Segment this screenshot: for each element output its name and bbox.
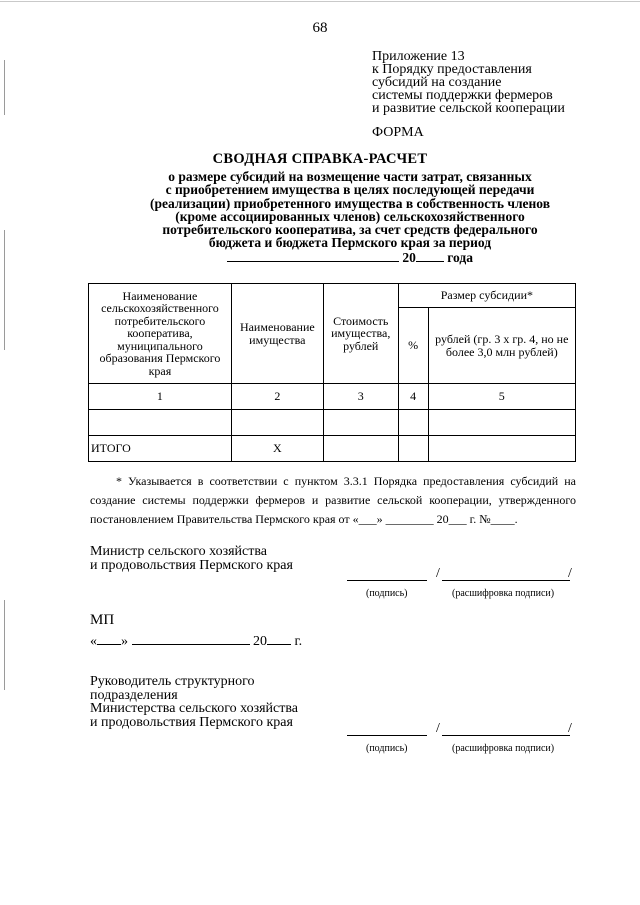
page-number: 68 [312,20,328,36]
scan-left-edge [4,600,5,690]
slash: / [568,566,572,581]
scan-left-edge [4,230,5,350]
appendix-line: системы поддержки фермеров [372,88,553,103]
table-cell: 5 [428,384,575,410]
year-prefix: 20 [402,249,416,265]
slash: / [568,721,572,736]
subtitle-line: с приобретением имущества в целях последующей передачи [165,182,535,198]
signatory-line: и продовольствия Пермского края [90,557,293,573]
slash: / [436,566,440,581]
table-cell: 3 [323,384,398,410]
table-cell: 1 [89,384,232,410]
header-percent: % [398,308,428,384]
table-header-row [89,284,576,308]
caption-signature: (подпись) [366,588,408,599]
header-subsidy-group: Размер субсидии* [398,284,575,308]
day-blank [97,633,121,645]
subtitle-line: бюджета и бюджета Пермского края за период [208,235,492,251]
subtitle-line: (реализации) приобретенного имущества в собственность членов [150,195,550,211]
document-subtitle [60,170,640,264]
period-blank [227,250,399,262]
decoding-line [442,580,570,581]
date-open-quote: « [90,634,97,649]
document-title: СВОДНАЯ СПРАВКА-РАСЧЕТ [212,151,428,167]
year-blank [416,250,444,262]
period-line [60,250,640,264]
footnote [90,472,576,529]
appendix-line: и развитие сельской кооперации [372,101,565,116]
date-year-prefix: 20 [253,634,267,649]
table-cell [428,410,575,436]
header-cooperative: Наименование сельскохозяйственного потребительского кооператива, муниципального образования Пермского края [89,284,232,384]
subtitle-line: о размере субсидий на возмещение части затрат, связанных [168,169,532,184]
table-cell [89,410,232,436]
table-cell [323,436,398,462]
table-cell [398,410,428,436]
table-cell: 4 [398,384,428,410]
caption-decoding: (расшифровка подписи) [452,743,555,754]
table-total-row [89,436,576,462]
appendix-line: Приложение 13 [372,49,465,64]
table-cell [398,436,428,462]
footnote-text: * Указывается в соответствии с пунктом 3.3.1 Порядка предоставления субсидий на создание системы поддержки фермеров и развитие сельской кооперации, утвержденного постановлением Правительства Пермского края от «___» ________ 20___ г. №____. [90,474,576,526]
appendix-line: к Порядку предоставления [372,62,532,77]
table-cell: Х [231,436,323,462]
subtitle-line: потребительского кооператива, за счет средств федерального [162,222,538,238]
subtitle-line: (кроме ассоциированных членов) сельскохозяйственного [175,208,525,224]
stamp-label: МП [90,612,115,628]
table-cell [231,410,323,436]
date-close-quote: » [121,634,128,649]
signatory-line: Министерства сельского хозяйства [90,701,299,716]
signatory-2-title [90,675,298,729]
header-property: Наименование имущества [231,284,323,384]
header-cost: Стоимость имущества, рублей [323,284,398,384]
signatory-line: и продовольствия Пермского края [90,714,293,730]
appendix-heading [372,50,565,115]
table-cell [428,436,575,462]
signature-line [347,735,427,736]
appendix-line: субсидий на создание [372,75,502,90]
signatory-line: Руководитель структурного [90,674,255,689]
scan-top-line [0,1,640,2]
table-cell: 2 [231,384,323,410]
year-blank [267,633,291,645]
table-row [89,410,576,436]
table-cell [323,410,398,436]
signatory-line: подразделения [90,687,178,703]
total-label: ИТОГО [89,436,232,462]
caption-decoding: (расшифровка подписи) [452,588,555,599]
form-label: ФОРМА [372,125,424,140]
calculation-table [88,283,576,462]
header-rubles: рублей (гр. 3 х гр. 4, но не более 3,0 млн рублей) [428,308,575,384]
stamp-date [90,633,302,650]
date-year-suffix: г. [294,634,303,649]
signatory-line: Министр сельского хозяйства [90,544,267,559]
slash: / [436,721,440,736]
table-number-row [89,384,576,410]
signatory-1-title [90,545,293,572]
scan-left-edge [4,60,5,115]
signature-line [347,580,427,581]
year-suffix: года [447,249,473,265]
decoding-line [442,735,570,736]
caption-signature: (подпись) [366,743,408,754]
month-blank [132,633,250,645]
